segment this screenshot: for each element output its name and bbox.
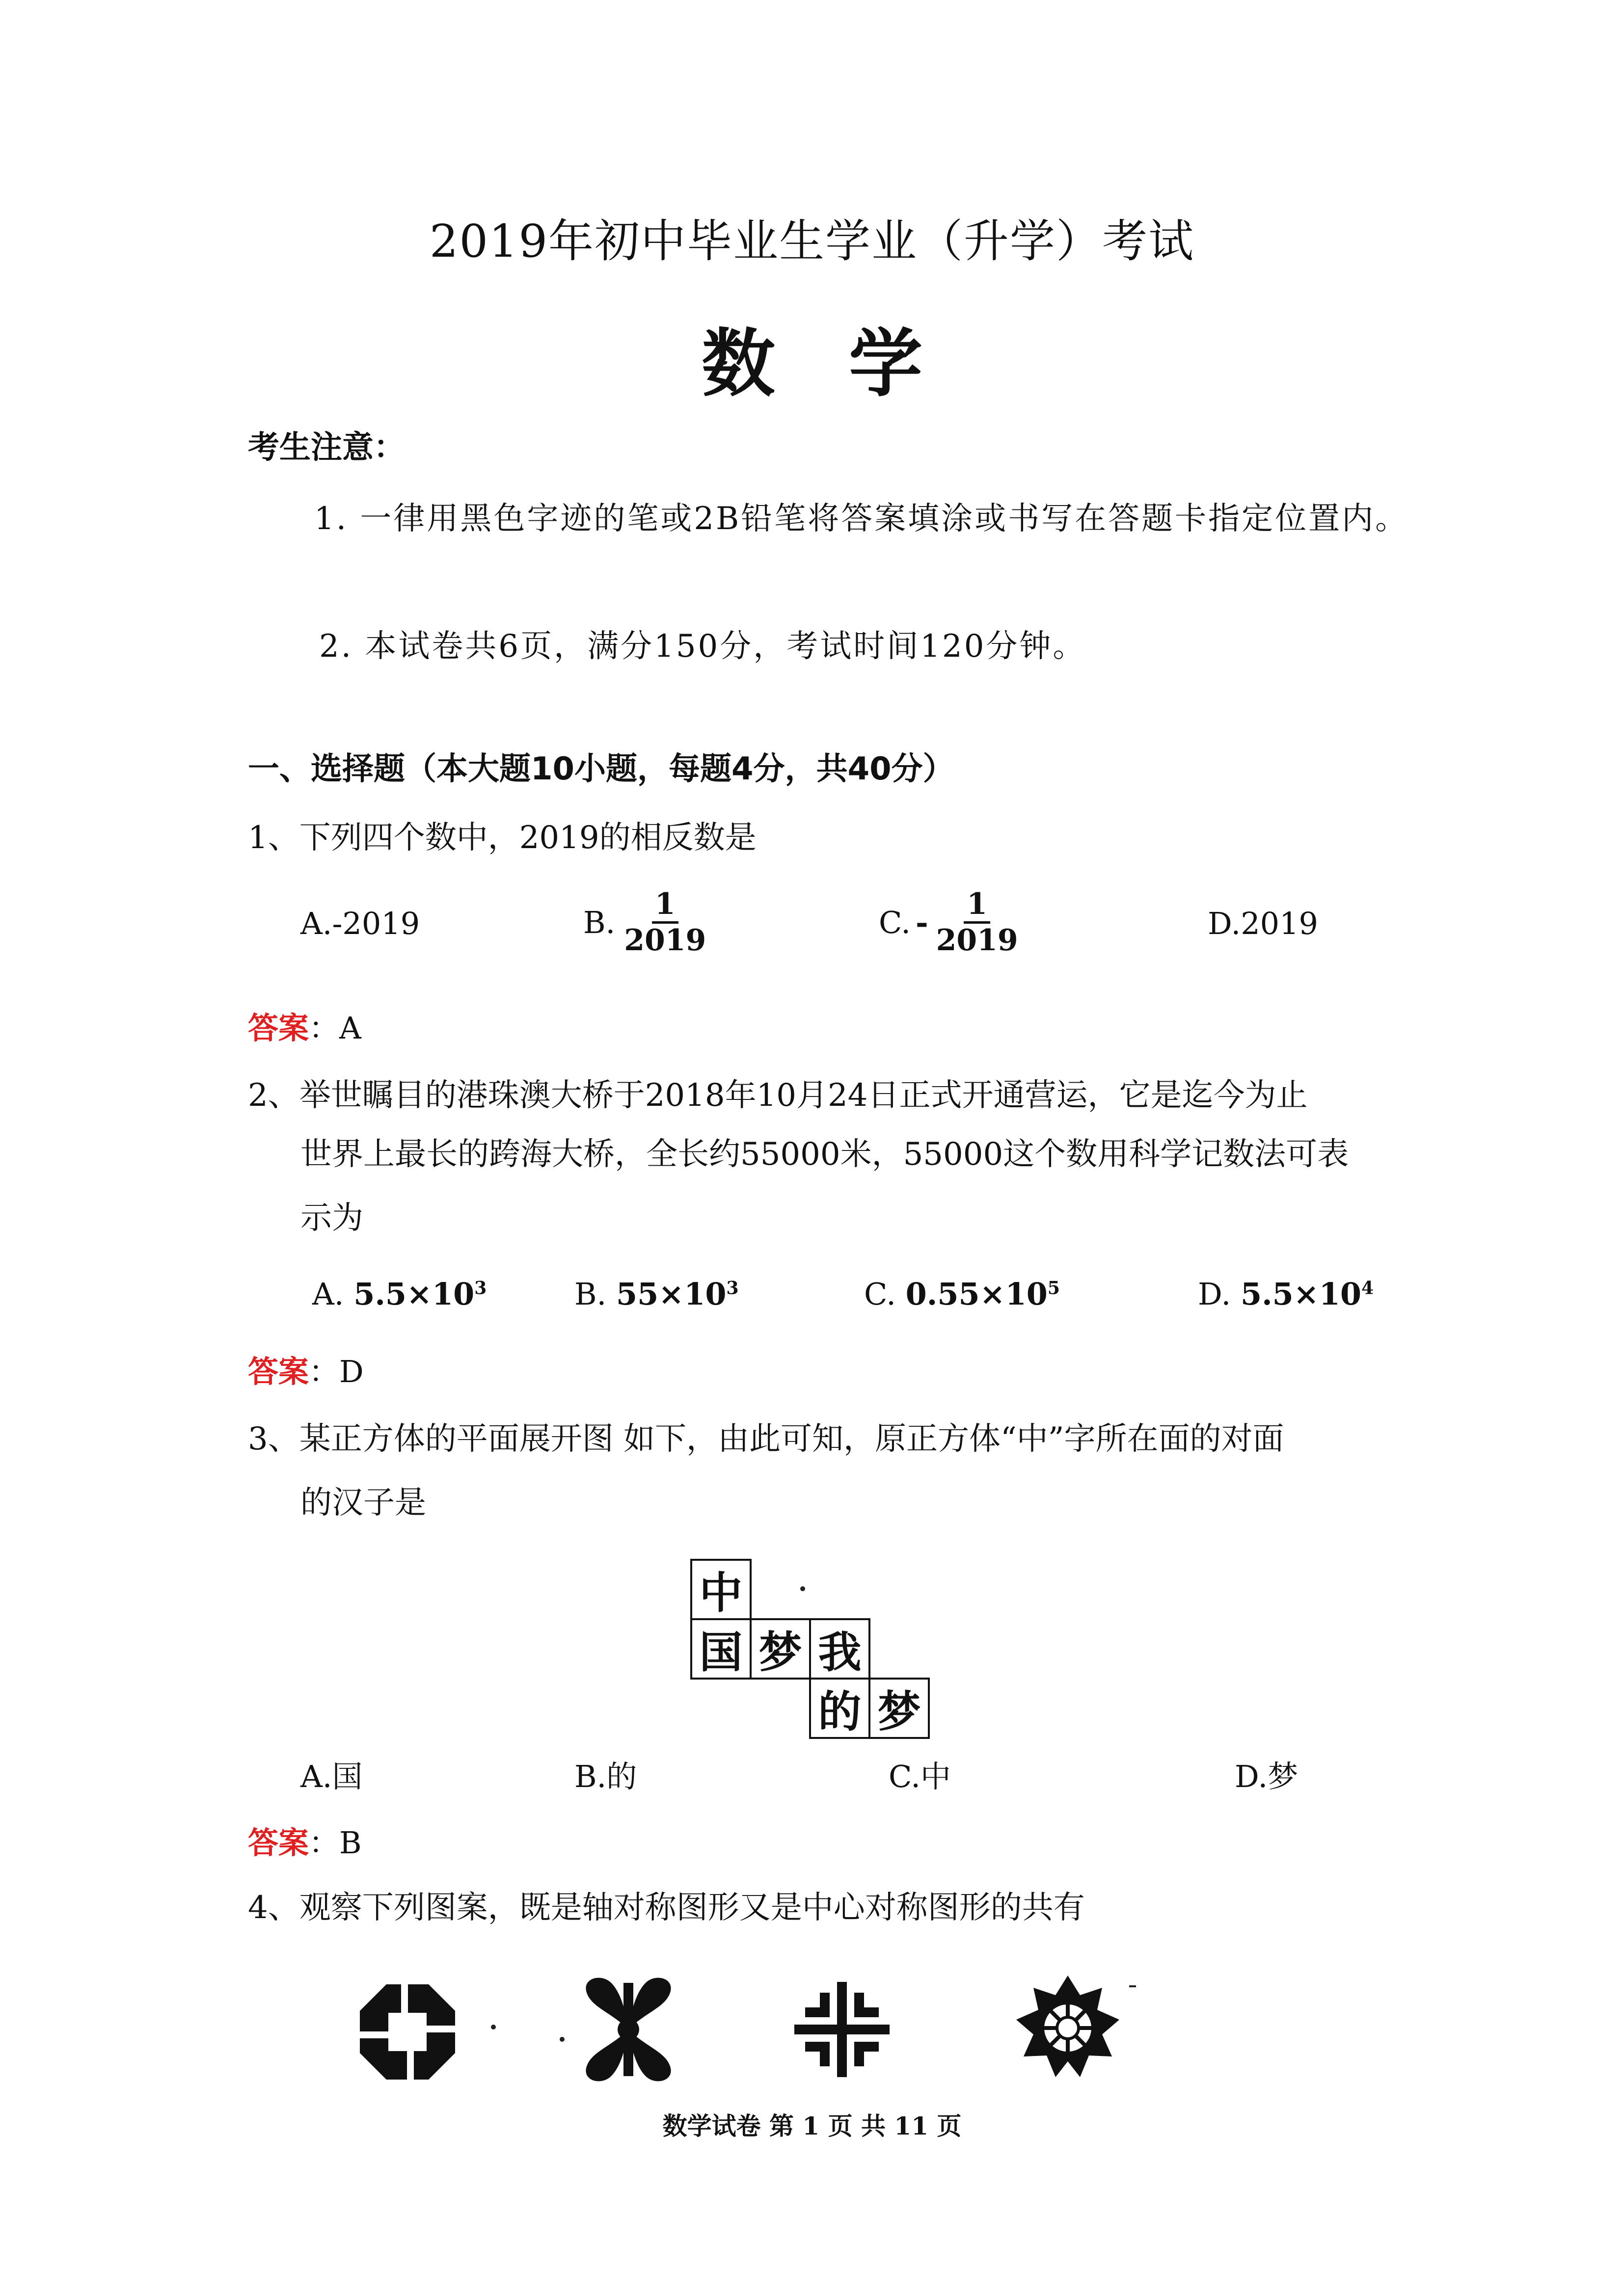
question-3-stem-line1: 3、某正方体的平面展开图 如下，由此可知，原正方体“中”字所在面的对面 [248, 1421, 1284, 1457]
answer-separator: ： [309, 1354, 340, 1389]
q1-option-c-prefix: C. [879, 905, 911, 940]
q1-option-d: D.2019 [1208, 906, 1318, 941]
q1-option-a: A.-2019 [300, 906, 420, 941]
q1-option-b-prefix: B. [583, 905, 616, 940]
question-2-stem-line2: 世界上最长的跨海大桥，全长约55000米，55000这个数用科学记数法可表 [300, 1136, 1349, 1173]
notice-item-1: 1. 一律用黑色字迹的笔或2B铅笔将答案填涂或书写在答题卡指定位置内。 [314, 501, 1409, 537]
q2-option-c [864, 1276, 1060, 1312]
speck-mark [800, 1586, 805, 1591]
pattern-figure-4 [1011, 1973, 1124, 2086]
answer-label: 答案 [248, 1354, 309, 1389]
q2-option-b-value [616, 1276, 739, 1312]
question-4-stem: 4、观察下列图案，既是轴对称图形又是中心对称图形的共有 [248, 1890, 1085, 1926]
answer-value: A [339, 1010, 361, 1046]
answer-value: D [339, 1354, 364, 1389]
q2-option-b-prefix: B. [574, 1276, 607, 1312]
exam-title: 2019年初中毕业生学业（升学）考试 [429, 215, 1195, 267]
fraction-denominator: 2019 [624, 923, 706, 958]
q1-answer [248, 1004, 361, 1047]
pattern-figure-3 [790, 1978, 893, 2081]
cube-net-figure [687, 1556, 952, 1742]
pattern-figure-2 [572, 1973, 685, 2086]
sci-base: 0.55×10 [905, 1276, 1048, 1312]
answer-value: B [339, 1825, 362, 1861]
net-cell: 中 [690, 1559, 752, 1620]
q3-option-d: D.梦 [1235, 1759, 1299, 1794]
answer-label: 答案 [248, 1010, 309, 1046]
sci-exponent: 3 [726, 1278, 739, 1299]
net-cell: 梦 [750, 1618, 811, 1680]
sci-exponent: 3 [474, 1278, 487, 1299]
net-cell: 国 [690, 1618, 752, 1680]
q2-answer [248, 1347, 364, 1391]
sci-base: 5.5×10 [353, 1276, 475, 1312]
answer-label: 答案 [248, 1825, 309, 1861]
q3-answer [248, 1818, 362, 1862]
section-title: 一、选择题（本大题10小题，每题4分，共40分） [248, 751, 954, 787]
q3-option-b: B.的 [574, 1759, 637, 1794]
q1-option-b-fraction [621, 887, 709, 958]
fraction-numerator: 1 [652, 887, 678, 924]
q2-option-c-prefix: C. [864, 1276, 896, 1312]
q2-option-d-value [1241, 1276, 1374, 1312]
q1-option-b [583, 887, 709, 958]
notice-heading: 考生注意： [248, 429, 405, 466]
question-3-stem-line2: 的汉子是 [300, 1485, 426, 1521]
q1-option-c [879, 887, 1021, 958]
q3-option-a: A.国 [300, 1759, 363, 1794]
question-2-stem-line3: 示为 [300, 1200, 363, 1236]
sci-exponent: 5 [1047, 1278, 1060, 1299]
q3-option-c: C.中 [889, 1759, 951, 1794]
page-footer: 数学试卷 第 1 页 共 11 页 [662, 2111, 962, 2140]
sci-base: 5.5×10 [1240, 1276, 1362, 1312]
q1-option-c-fraction [933, 887, 1021, 958]
q2-option-d [1198, 1276, 1374, 1312]
net-cell: 的 [809, 1678, 870, 1739]
speck-mark [1129, 1985, 1136, 1987]
sci-exponent: 4 [1361, 1278, 1374, 1299]
q2-option-b [574, 1276, 739, 1312]
speck-mark [491, 2025, 496, 2029]
notice-item-2: 2. 本试卷共6页，满分150分，考试时间120分钟。 [319, 628, 1086, 665]
q2-option-a-prefix: A. [312, 1276, 344, 1312]
fraction-denominator: 2019 [936, 923, 1018, 958]
fraction-numerator: 1 [964, 887, 990, 924]
q2-option-d-prefix: D. [1198, 1276, 1231, 1312]
sci-base: 55×10 [616, 1276, 727, 1312]
speck-mark [560, 2037, 565, 2042]
answer-separator: ： [309, 1825, 340, 1861]
q1-option-c-sign: - [915, 905, 928, 940]
q2-option-c-value [906, 1276, 1060, 1312]
q2-option-a-value [353, 1276, 487, 1312]
pattern-figure-1 [356, 1980, 459, 2083]
net-cell: 梦 [868, 1678, 930, 1739]
question-1-stem: 1、下列四个数中，2019的相反数是 [248, 820, 757, 856]
q2-option-a [312, 1276, 487, 1312]
answer-separator: ： [309, 1010, 340, 1046]
question-2-stem-line1: 2、举世瞩目的港珠澳大桥于2018年10月24日正式开通营运，它是迄今为止 [248, 1077, 1308, 1114]
net-cell: 我 [809, 1618, 870, 1680]
subject-title: 数学 [701, 321, 996, 407]
